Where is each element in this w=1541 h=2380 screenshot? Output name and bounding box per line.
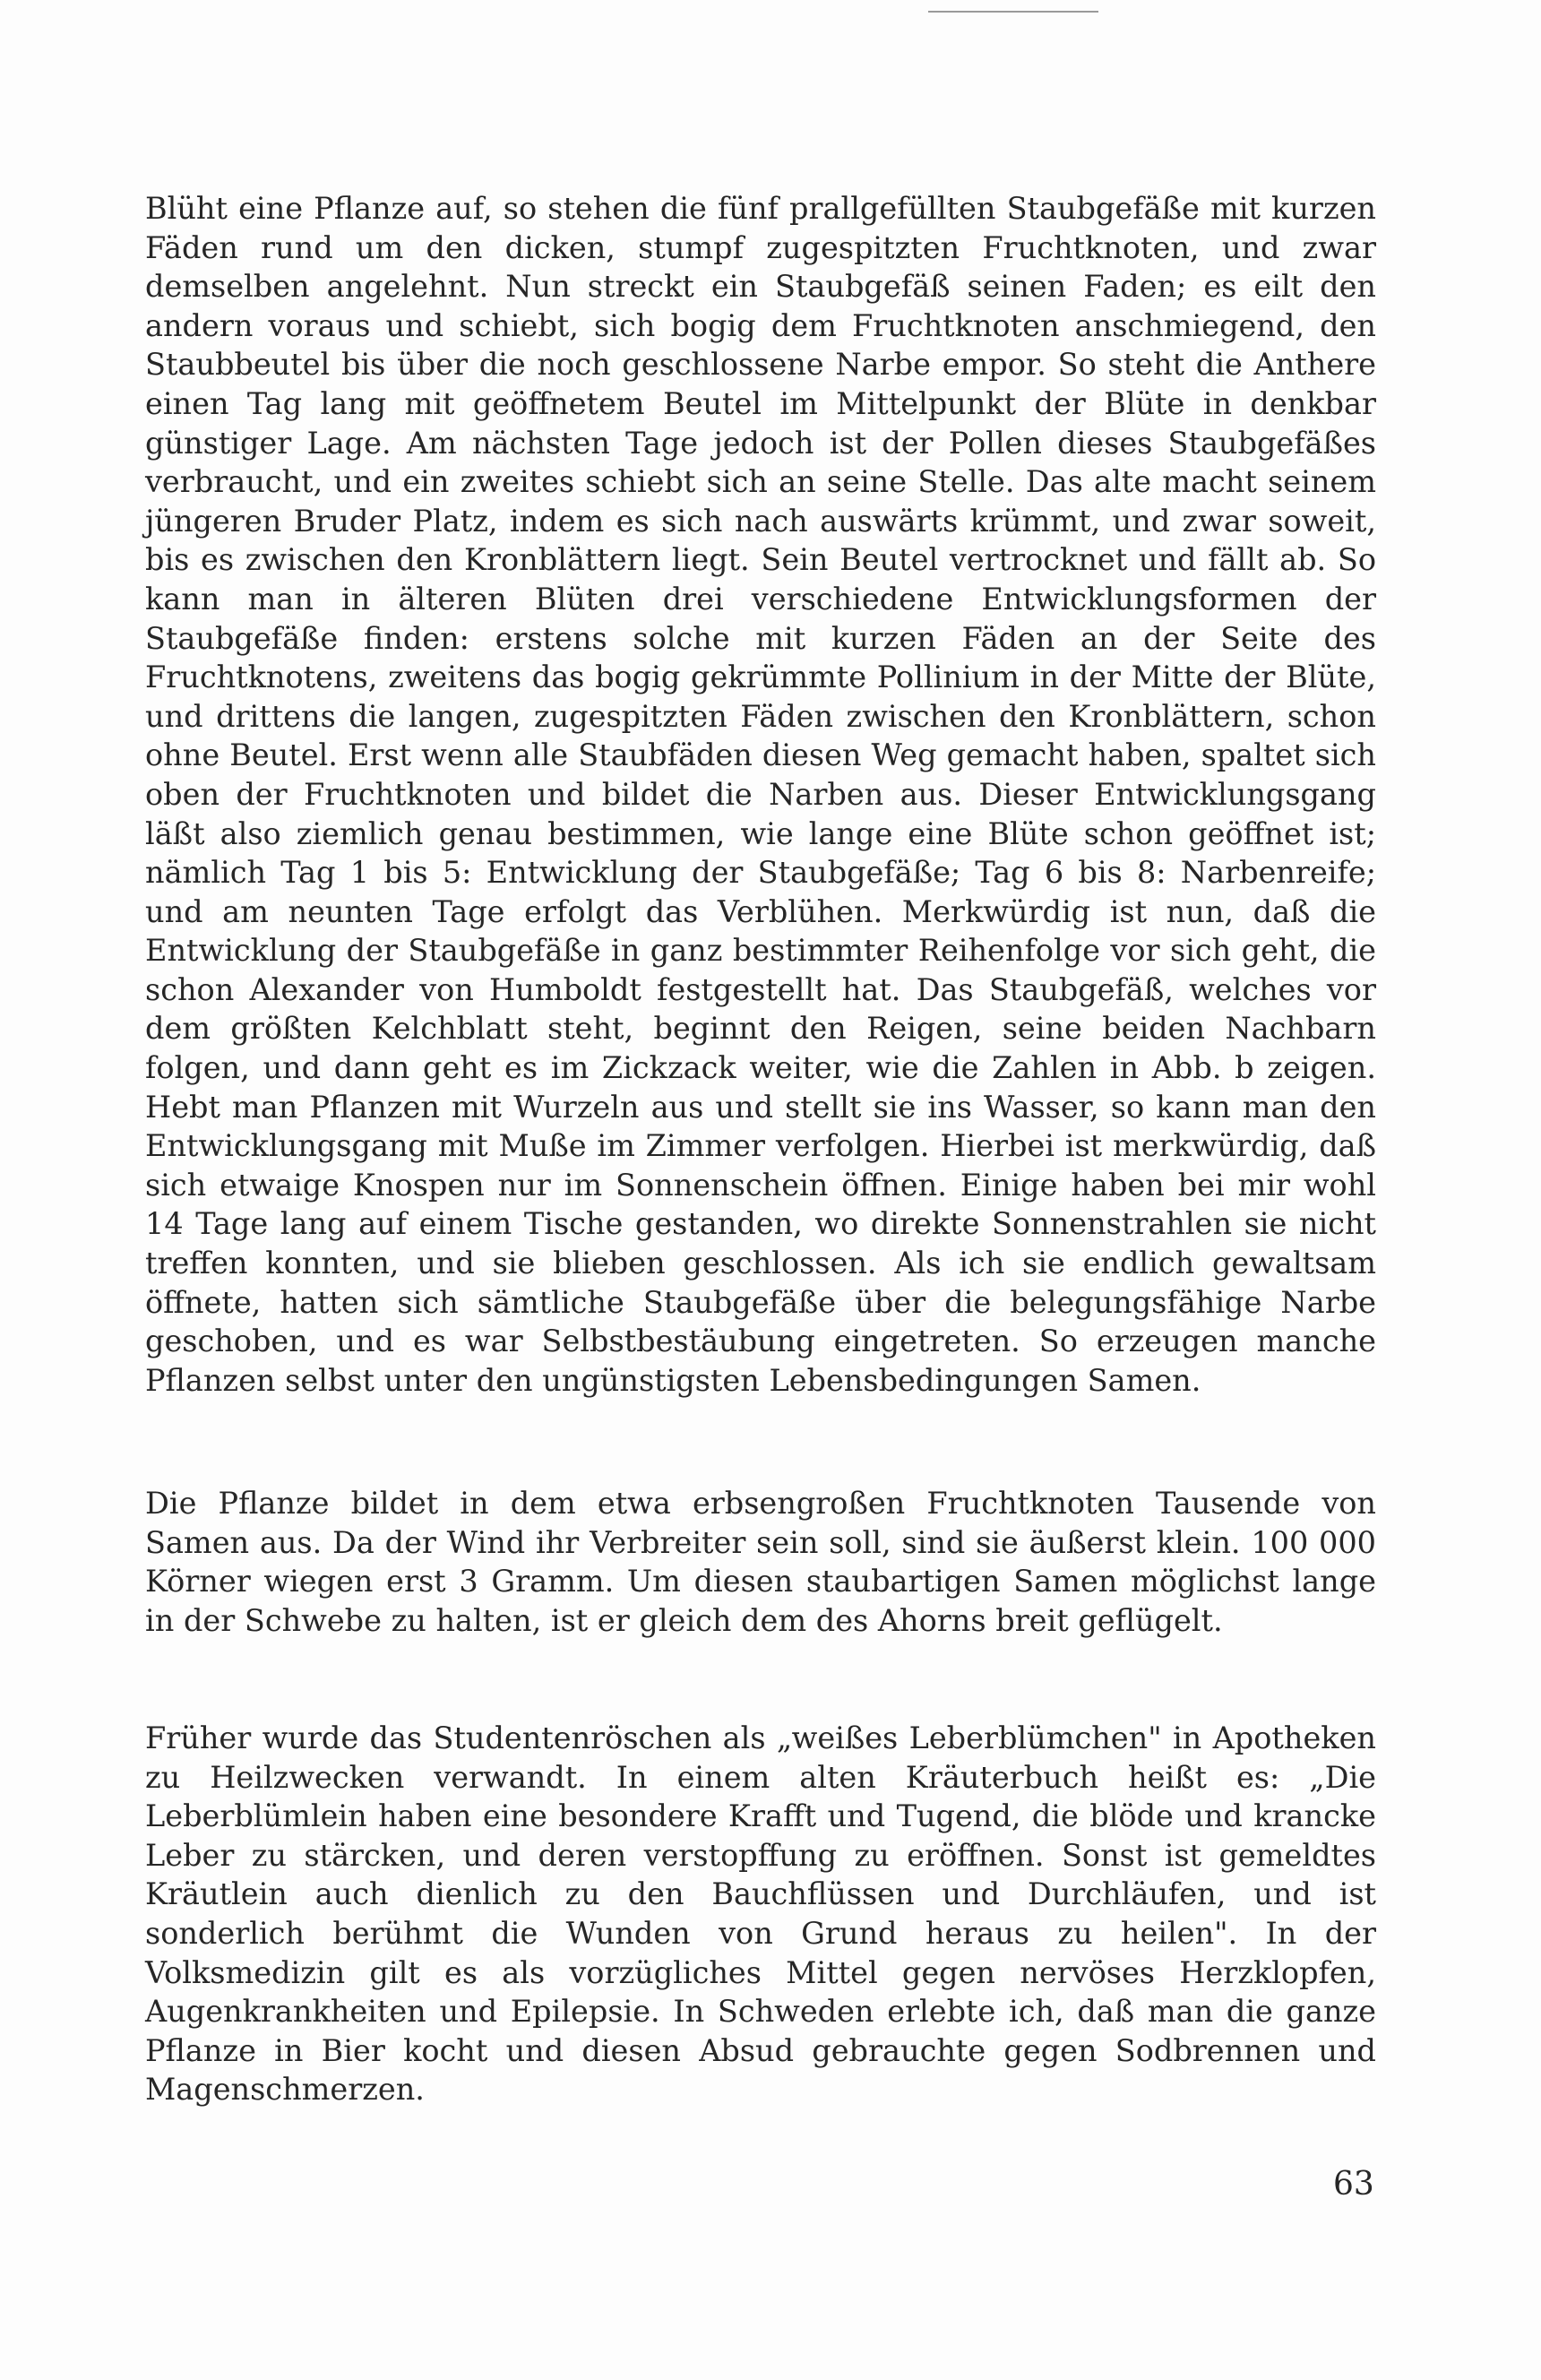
paragraph-stamen-development: [145, 189, 1376, 1400]
top-rule-line: [928, 11, 1098, 13]
page-number: 63: [1333, 2166, 1374, 2203]
paragraph-text: Blüht eine Pflanze auf, so stehen die fünf prallgefüllten Staubgefäße mit kurzen Fäden rund um den dicken, stumpf zugespitzten Fruchtknoten, und zwar demselben angelehnt. Nun streckt ein Staubgefäß seinen Faden; es eilt den andern voraus und schiebt, sich bogig dem Fruchtknoten anschmiegend, den Staubbeutel bis über die noch geschlossene Narbe empor. So steht die Anthere einen Tag lang mit geöffnetem Beutel im Mittelpunkt der Blüte in denkbar günstiger Lage. Am nächsten Tage jedoch ist der Pollen dieses Staubgefäßes verbraucht, und ein zweites schiebt sich an seine Stelle. Das alte macht seinem jüngeren Bruder Platz, indem es sich nach auswärts krümmt, und zwar soweit, bis es zwischen den Kronblättern liegt. Sein Beutel vertrocknet und fällt ab. So kann man in älteren Blüten drei verschiedene Entwicklungsformen der Staubgefäße finden: erstens solche mit kurzen Fäden an der Seite des Fruchtknotens, zweitens das bogig gekrümmte Pollinium in der Mitte der Blüte, und drittens die langen, zugespitzten Fäden zwischen den Kronblättern, schon ohne Beutel. Erst wenn alle Staubfäden diesen Weg gemacht haben, spaltet sich oben der Fruchtknoten und bildet die Narben aus. Dieser Entwicklungsgang läßt also ziemlich genau bestimmen, wie lange eine Blüte schon geöffnet ist; nämlich Tag 1 bis 5: Entwicklung der Staubgefäße; Tag 6 bis 8: Narbenreife; und am neunten Tage erfolgt das Verblühen. Merkwürdig ist nun, daß die Entwicklung der Staubgefäße in ganz bestimmter Reihenfolge vor sich geht, die schon Alexander von Humboldt festgestellt hat. Das Staubgefäß, welches vor dem größten Kelchblatt steht, beginnt den Reigen, seine beiden Nachbarn folgen, und dann geht es im Zickzack weiter, wie die Zahlen in Abb. b zeigen. Hebt man Pflanzen mit Wurzeln aus und stellt sie ins Wasser, so kann man den Entwicklungsgang mit Muße im Zimmer verfolgen. Hierbei ist merkwürdig, daß sich etwaige Knospen nur im Sonnenschein öffnen. Einige haben bei mir wohl 14 Tage lang auf einem Tische gestanden, wo direkte Sonnenstrahlen sie nicht treffen konnten, und sie blieben geschlossen. Als ich sie endlich gewaltsam öffnete, hatten sich sämtliche Staubgefäße über die belegungsfähige Narbe geschoben, und es war Selbstbestäubung eingetreten. So erzeugen manche Pflanzen selbst unter den ungünstigsten Lebensbedingungen Samen.: [145, 191, 1376, 1398]
paragraph-text: Früher wurde das Studentenröschen als „weißes Leberblümchen" in Apotheken zu Heilzwecken verwandt. In einem alten Kräuterbuch heißt es: „Die Leberblümlein haben eine besondere Krafft und Tugend, die blöde und krancke Leber zu stärcken, und deren verstopffung zu eröffnen. Sonst ist gemeldtes Kräutlein auch dienlich zu den Bauchflüssen und Durchläufen, und ist sonderlich berühmt die Wunden von Grund heraus zu heilen". In der Volksmedizin gilt es als vorzügliches Mittel gegen nervöses Herzklopfen, Augenkrankheiten und Epilepsie. In Schweden erlebte ich, daß man die ganze Pflanze in Bier kocht und diesen Absud gebrauchte gegen Sodbrennen und Magenschmerzen.: [145, 1720, 1376, 2108]
paragraph-seeds: [145, 1484, 1376, 1640]
paragraph-text: Die Pflanze bildet in dem etwa erbsengroßen Fruchtknoten Tausende von Samen aus. Da der Wind ihr Verbreiter sein soll, sind sie äußerst klein. 100 000 Körner wiegen erst 3 Gramm. Um diesen staubartigen Samen möglichst lange in der Schwebe zu halten, ist er gleich dem des Ahorns breit geflügelt.: [145, 1486, 1376, 1638]
paragraph-medicinal-use: [145, 1719, 1376, 2109]
